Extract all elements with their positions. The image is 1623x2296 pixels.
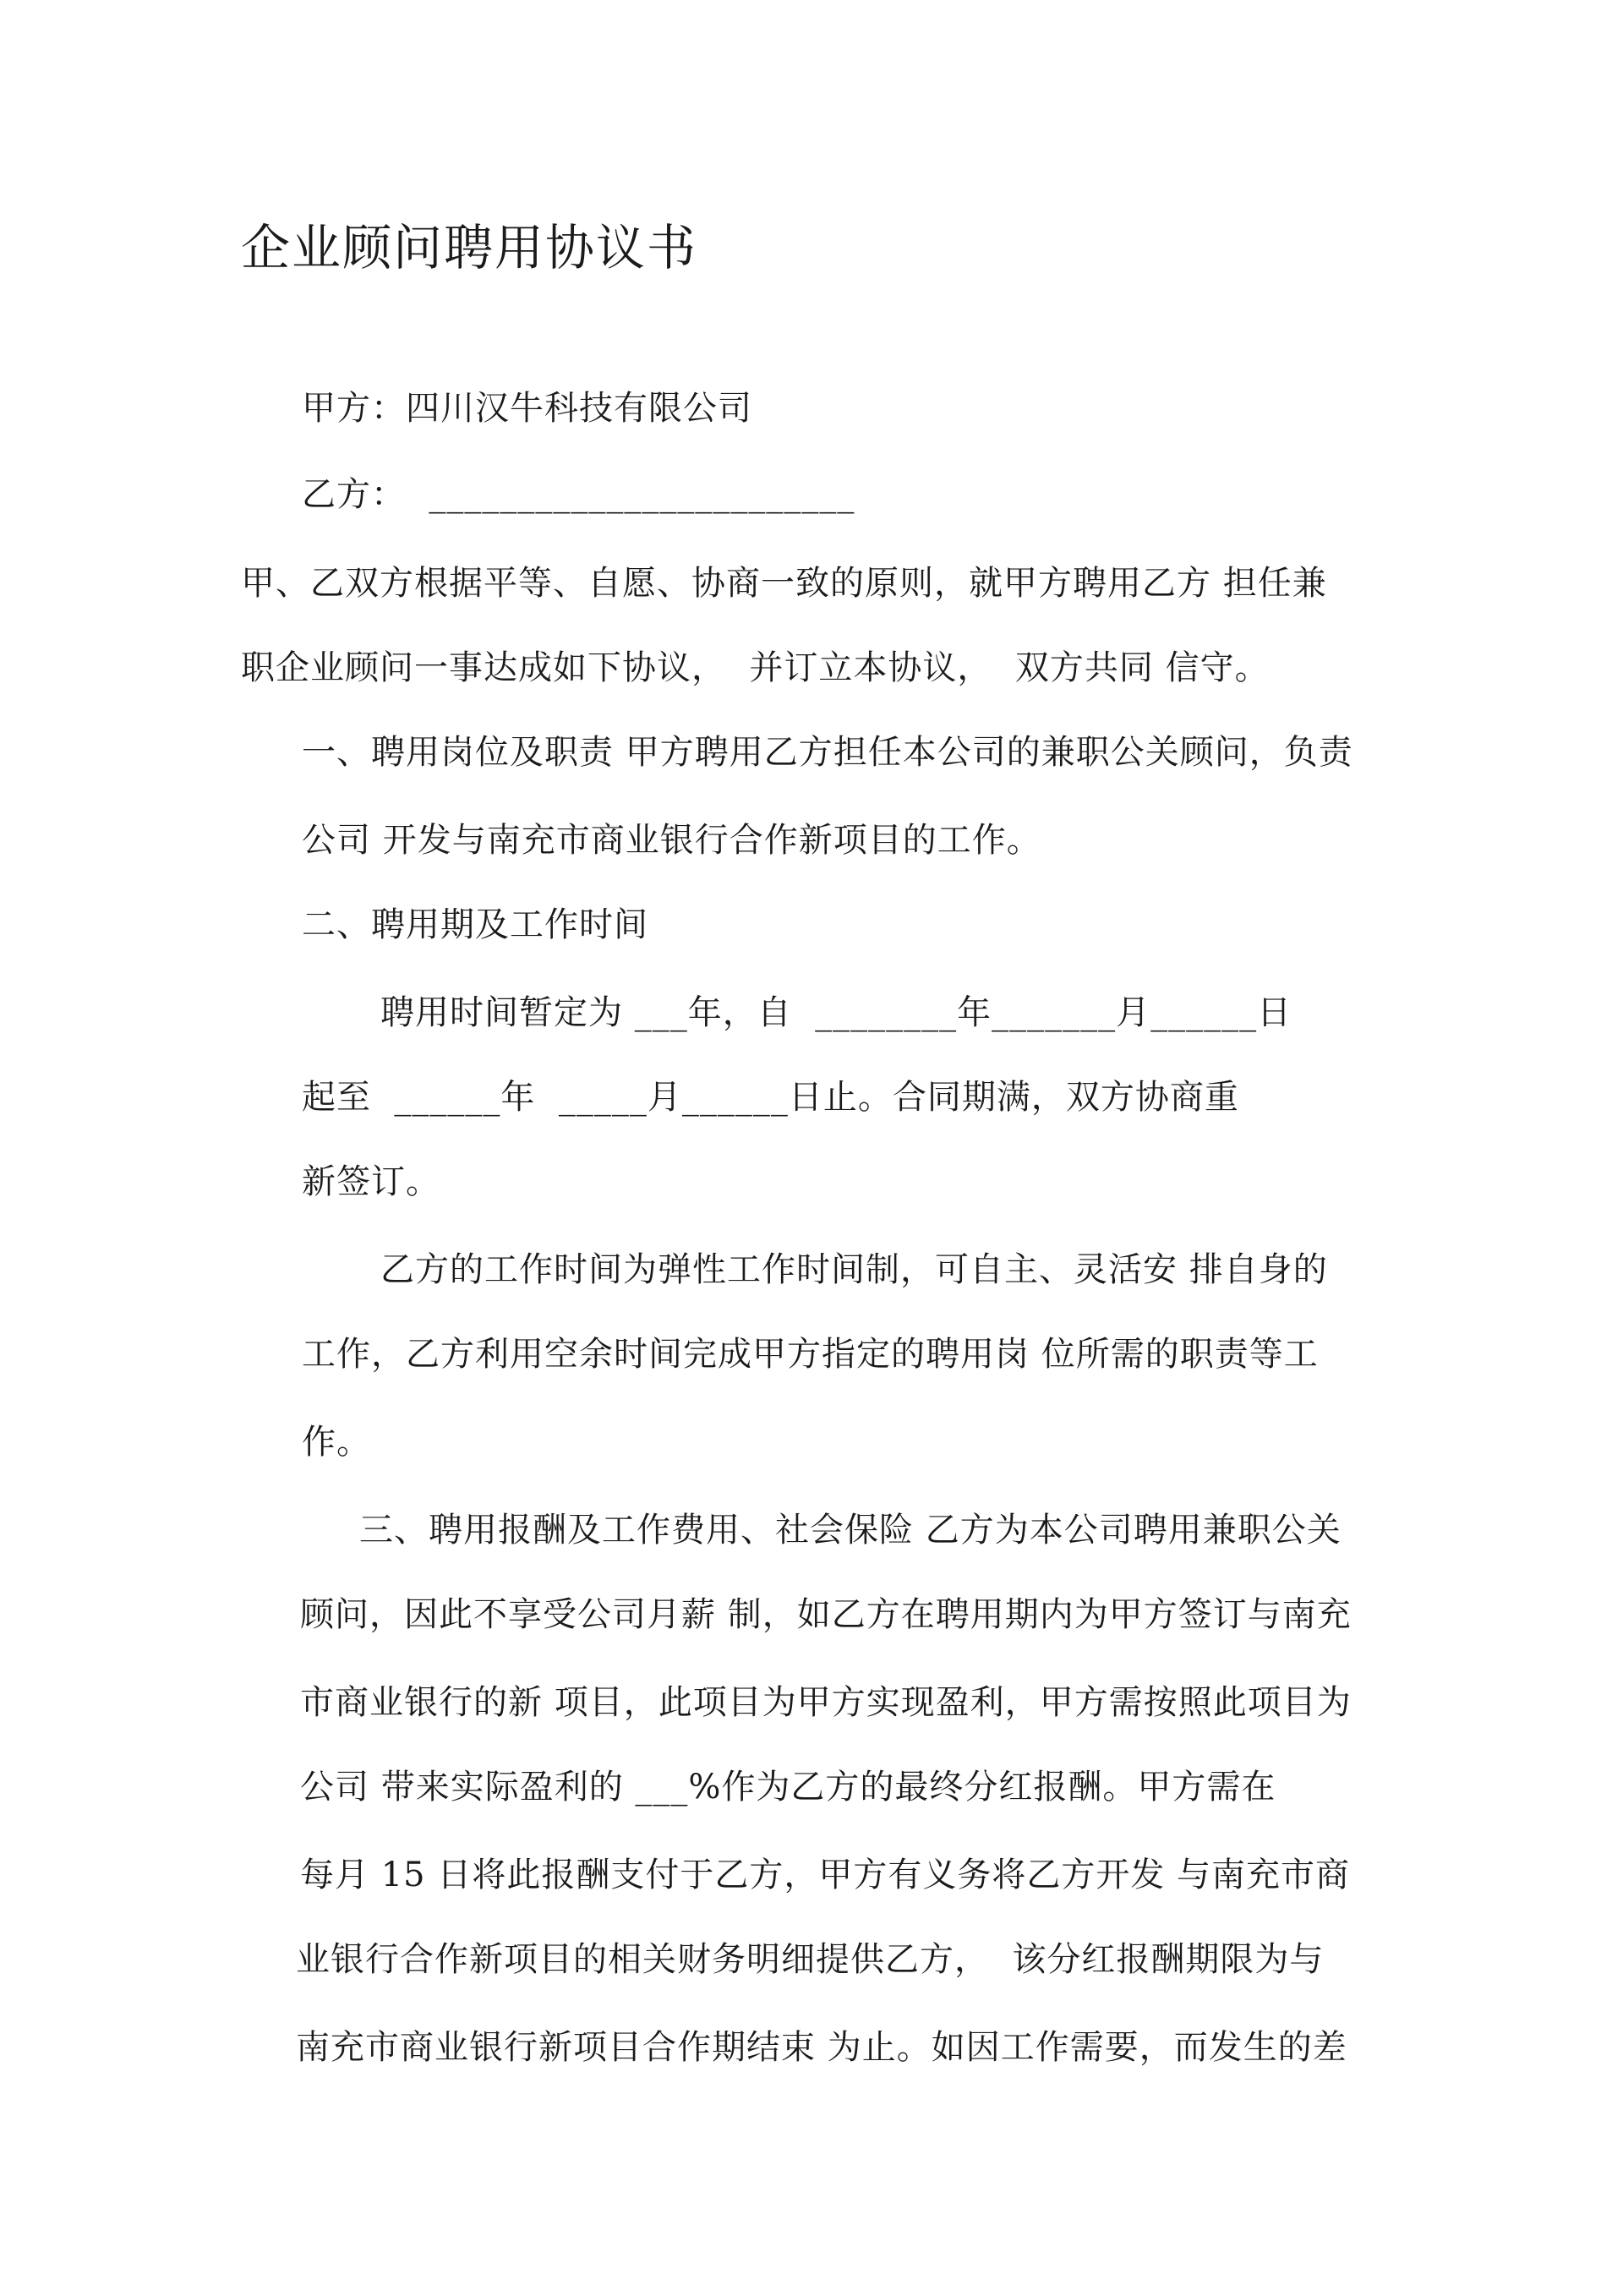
section3-line-1: 三、聘用报酬及工作费用、社会保险 乙方为本公司聘用兼职公关 xyxy=(359,1511,1342,1550)
section2-term-line-3: 新签订。 xyxy=(302,1162,440,1201)
section2-heading: 二、聘用期及工作时间 xyxy=(302,905,648,944)
section2-term-line-1: 聘用时间暂定为 ___年，自 ________年_______月______日 xyxy=(380,993,1292,1032)
section2-hours-line-2: 工作，乙方利用空余时间完成甲方指定的聘用岗 位所需的职责等工 xyxy=(302,1335,1319,1374)
section3-line-5: 每月 15 日将此报酬支付于乙方，甲方有义务将乙方开发 与南充市商 xyxy=(300,1856,1351,1894)
section3-line-4: 公司 带来实际盈利的 ___%作为乙方的最终分红报酬。甲方需在 xyxy=(300,1768,1276,1807)
section3-line-7: 南充市商业银行新项目合作期结束 为止。如因工作需要，而发生的差 xyxy=(296,2028,1347,2067)
section2-hours-line-1: 乙方的工作时间为弹性工作时间制，可自主、灵活安 排自身的 xyxy=(380,1250,1328,1289)
party-b-line: 乙方： ________________________ xyxy=(302,475,855,514)
section3-line-3: 市商业银行的新 项目，此项目为甲方实现盈利，甲方需按照此项目为 xyxy=(300,1683,1352,1722)
section3-line-6: 业银行合作新项目的相关财务明细提供乙方， 该分红报酬期限为与 xyxy=(296,1940,1325,1979)
intro-line-2: 职企业顾问一事达成如下协议， 并订立本协议， 双方共同 信守。 xyxy=(241,648,1270,687)
document-title: 企业顾问聘用协议书 xyxy=(241,219,698,276)
section2-term-line-2: 起至 ______年 _____月______日止。合同期满，双方协商重 xyxy=(302,1078,1239,1117)
party-a-line: 甲方：四川汉牛科技有限公司 xyxy=(302,389,752,428)
intro-line-1: 甲、乙双方根据平等、自愿、协商一致的原则，就甲方聘用乙方 担任兼 xyxy=(241,564,1327,603)
section3-line-2: 顾问，因此不享受公司月薪 制，如乙方在聘用期内为甲方签订与南充 xyxy=(300,1595,1352,1634)
section1-line-1: 一、聘用岗位及职责 甲方聘用乙方担任本公司的兼职公关顾问，负责 xyxy=(302,733,1353,772)
section2-hours-line-3: 作。 xyxy=(302,1423,371,1462)
section1-line-2: 公司 开发与南充市商业银行合作新项目的工作。 xyxy=(302,821,1041,860)
